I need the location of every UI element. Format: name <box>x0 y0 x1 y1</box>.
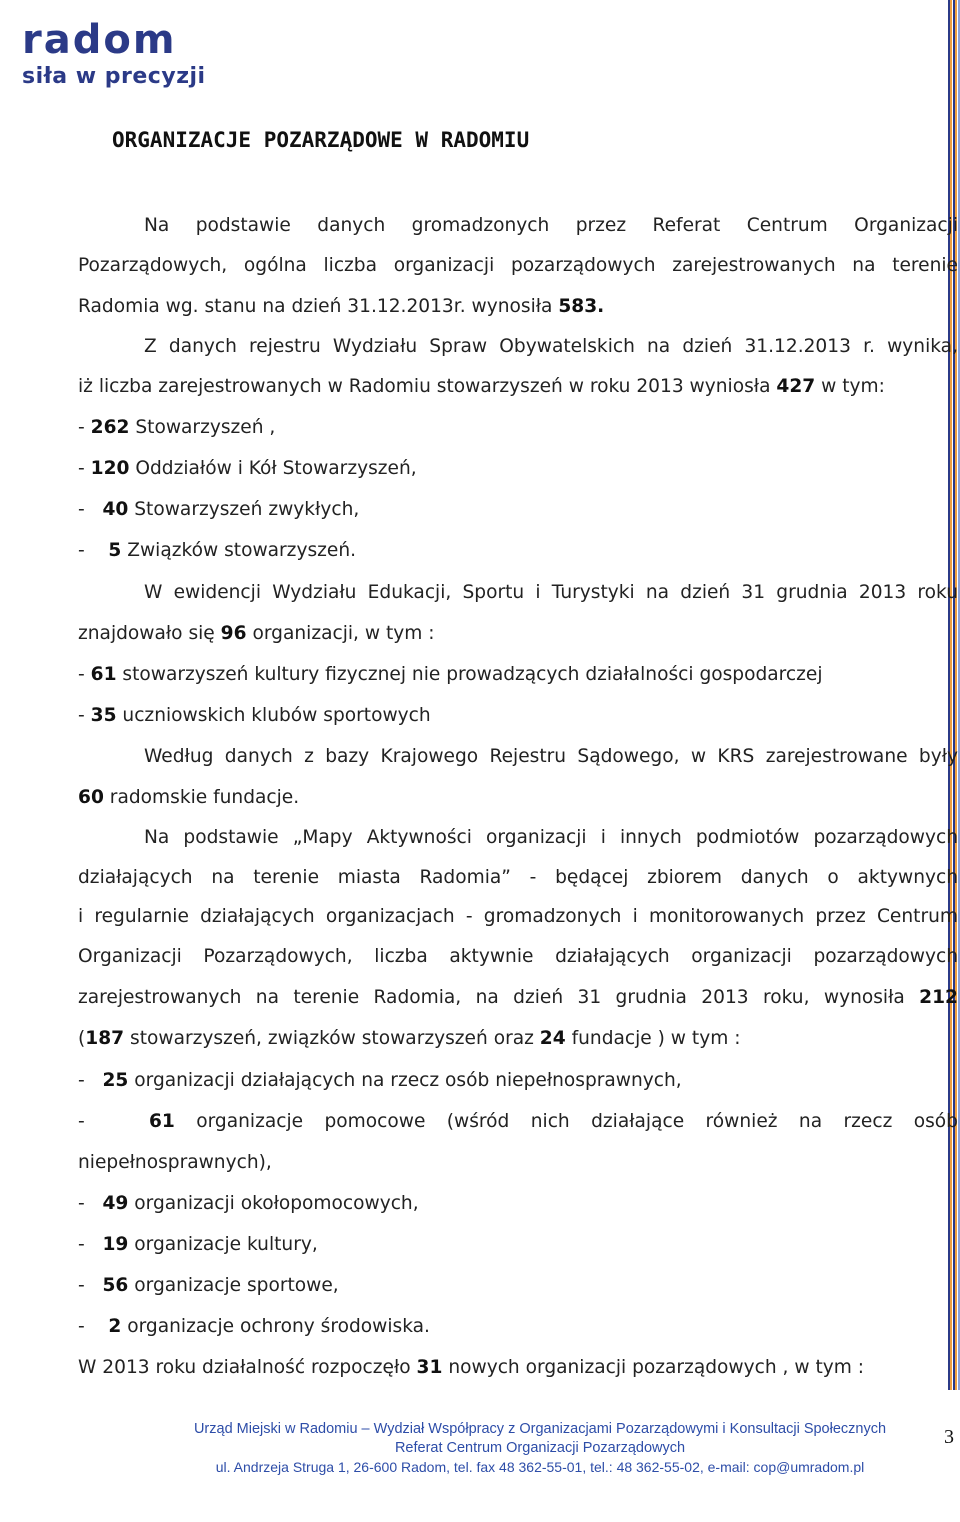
list-item <box>78 531 356 571</box>
list-item <box>78 696 431 736</box>
text: - <box>78 705 91 726</box>
text: organizacji, w tym : <box>246 623 435 644</box>
para5-line4: Organizacji Pozarządowych, liczba aktywnie działających organizacji pozarządowych <box>78 946 958 967</box>
count: 96 <box>220 623 247 644</box>
footer-contact: ul. Andrzeja Struga 1, 26-600 Radom, tel. fax 48 362-55-01, tel.: 48 362-55-02, e-mail: cop@umradom.pl <box>215 1459 865 1475</box>
count: 35 <box>90 705 117 726</box>
count: 24 <box>539 1028 566 1049</box>
list-item <box>78 1225 318 1265</box>
text: - <box>78 1111 149 1132</box>
text: Stowarzyszeń , <box>129 417 276 438</box>
footer-department: Referat Centrum Organizacji Pozarządowych <box>394 1440 686 1456</box>
list-item <box>78 490 359 530</box>
text: - <box>78 1275 103 1296</box>
count: 56 <box>102 1275 129 1296</box>
count: 61 <box>148 1111 175 1132</box>
text: - <box>78 664 91 685</box>
text: iż liczba zarejestrowanych w Radomiu stowarzyszeń w roku 2013 wyniosła <box>78 376 777 397</box>
text: fundacje ) w tym : <box>565 1028 741 1049</box>
para5-line5 <box>78 978 958 1018</box>
text: zarejestrowanych na terenie Radomia, na dzień 31 grudnia 2013 roku, wynosiła <box>78 987 920 1008</box>
text: organizacje ochrony środowiska. <box>121 1316 430 1337</box>
list-item <box>78 1102 958 1142</box>
count: 427 <box>776 376 816 397</box>
para3-line1: W ewidencji Wydziału Edukacji, Sportu i Turystyki na dzień 31 grudnia 2013 roku <box>144 582 958 603</box>
list-item <box>78 1266 339 1306</box>
text: - <box>78 1193 103 1214</box>
list-item <box>78 1061 682 1101</box>
count: 2 <box>108 1316 122 1337</box>
text: stowarzyszeń, związków stowarzyszeń oraz <box>124 1028 540 1049</box>
para2-line2 <box>78 367 885 407</box>
text: ( <box>78 1028 86 1049</box>
text: organizacje kultury, <box>128 1234 318 1255</box>
para5-line2: działających na terenie miasta Radomia” - będącej zbiorem danych o aktywnych <box>78 867 958 888</box>
count: 212 <box>919 987 958 1008</box>
text: - <box>78 499 103 520</box>
text: nowych organizacji pozarządowych , w tym : <box>442 1357 865 1378</box>
text: uczniowskich klubów sportowych <box>116 705 431 726</box>
text: Oddziałów i Kół Stowarzyszeń, <box>129 458 417 479</box>
text: znajdowało się <box>78 623 221 644</box>
radom-logo <box>18 18 218 88</box>
text: - <box>78 1234 103 1255</box>
count: 5 <box>108 540 122 561</box>
text: radomskie fundacje. <box>103 787 300 808</box>
text: - <box>78 458 91 479</box>
list-item <box>78 408 275 448</box>
page-heading: ORGANIZACJE POZARZĄDOWE W RADOMIU <box>112 128 530 152</box>
text: stowarzyszeń kultury fizycznej nie prowadzących działalności gospodarczej <box>116 664 823 685</box>
count: 49 <box>102 1193 129 1214</box>
count: 19 <box>102 1234 129 1255</box>
footer-office: Urząd Miejski w Radomiu – Wydział Współpracy z Organizacjami Pozarządowymi i Konsultacji Społecznych <box>193 1421 887 1437</box>
logo-tagline: siła w precyzji <box>22 64 206 89</box>
count: 120 <box>90 458 130 479</box>
para2-line1: Z danych rejestru Wydziału Spraw Obywatelskich na dzień 31.12.2013 r. wynika, <box>144 336 958 357</box>
para4-line2 <box>78 778 299 818</box>
list-item <box>78 1184 419 1224</box>
list-item <box>78 655 823 695</box>
para5-line3: i regularnie działających organizacjach - gromadzonych i monitorowanych przez Centrum <box>78 906 958 927</box>
count: 262 <box>90 417 130 438</box>
list-item <box>78 1307 430 1347</box>
text: w tym: <box>815 376 885 397</box>
para5-line1: Na podstawie „Mapy Aktywności organizacji i innych podmiotów pozarządowych <box>144 827 958 848</box>
text: - <box>78 1316 109 1337</box>
text: organizacje pomocowe (wśród nich działające również na rzecz osób <box>174 1111 958 1132</box>
para6-line1 <box>78 1348 864 1388</box>
text: Związków stowarzyszeń. <box>121 540 357 561</box>
count: 31 <box>416 1357 443 1378</box>
page-footer <box>190 1420 890 1477</box>
list-item-continued: niepełnosprawnych), <box>78 1152 272 1173</box>
count: 25 <box>102 1070 129 1091</box>
para4-line1: Według danych z bazy Krajowego Rejestru Sądowego, w KRS zarejestrowane były <box>144 746 958 767</box>
text: W 2013 roku działalność rozpoczęło <box>78 1357 417 1378</box>
text: - <box>78 417 91 438</box>
text: - <box>78 540 109 561</box>
para5-line6 <box>78 1019 741 1059</box>
count: 187 <box>85 1028 125 1049</box>
list-item <box>78 449 417 489</box>
page-number: 3 <box>944 1426 954 1448</box>
para3-line2 <box>78 614 435 654</box>
para1-line3 <box>78 287 604 327</box>
count: 60 <box>78 787 104 808</box>
text: organizacji okołopomocowych, <box>128 1193 419 1214</box>
text: organizacje sportowe, <box>128 1275 339 1296</box>
para1-line1: Na podstawie danych gromadzonych przez Referat Centrum Organizacji <box>144 215 958 236</box>
count: 61 <box>90 664 117 685</box>
total-count: 583. <box>558 296 605 317</box>
text: Stowarzyszeń zwykłych, <box>128 499 360 520</box>
para1-line2: Pozarządowych, ogólna liczba organizacji pozarządowych zarejestrowanych na terenie <box>78 255 958 276</box>
logo-wordmark: radom <box>22 17 177 63</box>
count: 40 <box>102 499 129 520</box>
text: - <box>78 1070 103 1091</box>
text: Radomia wg. stanu na dzień 31.12.2013r. wynosiła <box>78 296 559 317</box>
text: organizacji działających na rzecz osób niepełnosprawnych, <box>128 1070 682 1091</box>
